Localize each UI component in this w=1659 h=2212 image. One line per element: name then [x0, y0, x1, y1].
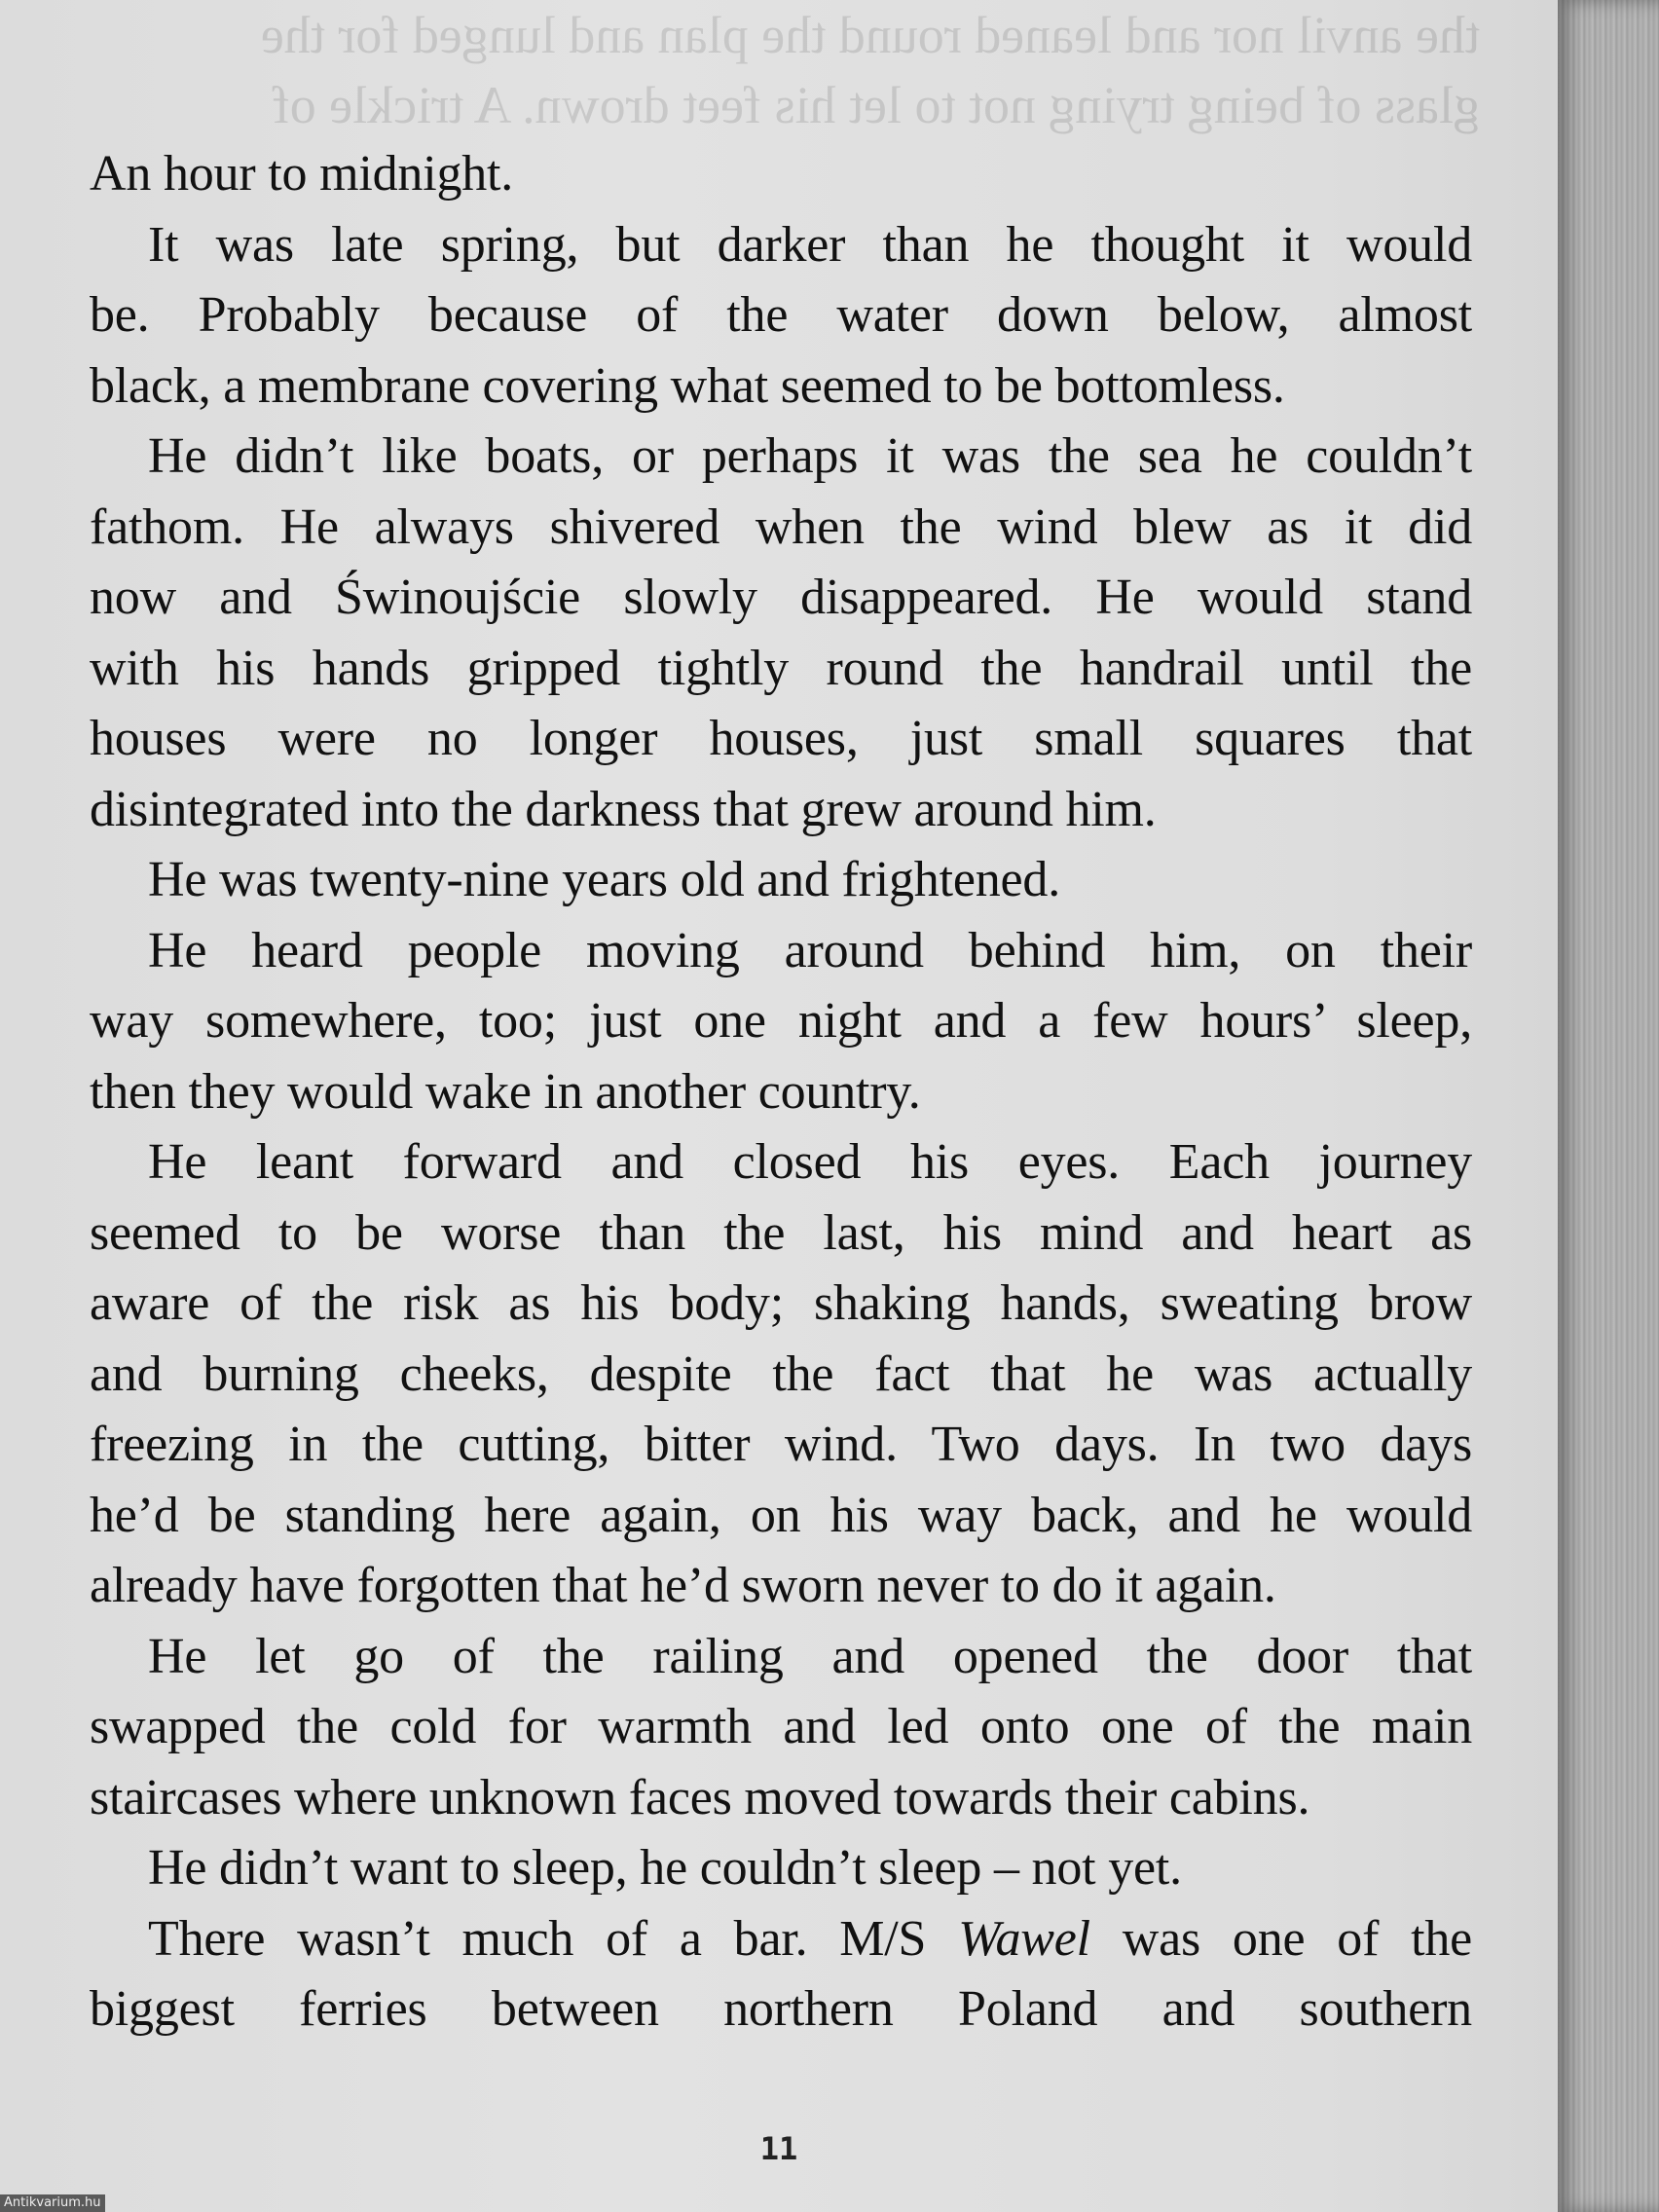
text-line: freezing in the cutting, bitter wind. Two days. In two days [90, 1417, 1472, 1472]
show-through-text: the anvil nor and leaned round the plan and lunged for the glass of being trying not to let his feet drown. A trickle of [260, 6, 1480, 134]
text-line: black, a membrane covering what seemed to be bottomless. [90, 357, 1285, 414]
text-line: he’d be standing here again, on his way back, and he would [90, 1487, 1472, 1543]
text-line: He was twenty-nine years old and frightened. [148, 852, 1061, 907]
text-line: houses were no longer houses, just small squares that [90, 711, 1472, 766]
text-line: fathom. He always shivered when the wind blew as it did [90, 498, 1472, 555]
text-line: He heard people moving around behind him, on their [148, 922, 1472, 978]
text-line: swapped the cold for warmth and led onto one of the main [90, 1699, 1472, 1754]
text-line: He didn’t want to sleep, he couldn’t sleep – not yet. [148, 1840, 1182, 1896]
text-line: staircases where unknown faces moved towards their cabins. [90, 1769, 1310, 1825]
text-line: then they would wake in another country. [90, 1063, 921, 1120]
text-line: aware of the risk as his body; shaking hands, sweating brow [90, 1275, 1472, 1331]
text-line: now and Świnoujście slowly disappeared. He would stand [90, 570, 1472, 625]
text-line: already have forgotten that he’d sworn never to do it again. [90, 1558, 1276, 1613]
text-line: be. Probably because of the water down below, almost [90, 287, 1472, 343]
text-line: biggest ferries between northern Poland and southern [90, 1981, 1472, 2037]
text-line: with his hands gripped tightly round the handrail until the [90, 640, 1472, 696]
text-line: An hour to midnight. [90, 146, 514, 202]
text-line: It was late spring, but darker than he thought it would [148, 216, 1472, 273]
page-edges [1558, 0, 1659, 2212]
text-line: seemed to be worse than the last, his mind and heart as [90, 1204, 1472, 1261]
text-line: way somewhere, too; just one night and a few hours’ sleep, [90, 993, 1472, 1049]
watermark: Antikvarium.hu [0, 2194, 105, 2212]
text-line: He didn’t like boats, or perhaps it was the sea he couldn’t [148, 428, 1472, 484]
text-line: He leant forward and closed his eyes. Each journey [148, 1134, 1472, 1190]
text-line: There wasn’t much of a bar. M/S Wawel was one of the [148, 1910, 1472, 1967]
page-number: 11 [759, 2130, 798, 2167]
body-text [90, 139, 1472, 2046]
text-line: He let go of the railing and opened the door that [148, 1628, 1472, 1684]
text-line: disintegrated into the darkness that grew around him. [90, 781, 1157, 837]
text-line: and burning cheeks, despite the fact that he was actually [90, 1346, 1472, 1402]
